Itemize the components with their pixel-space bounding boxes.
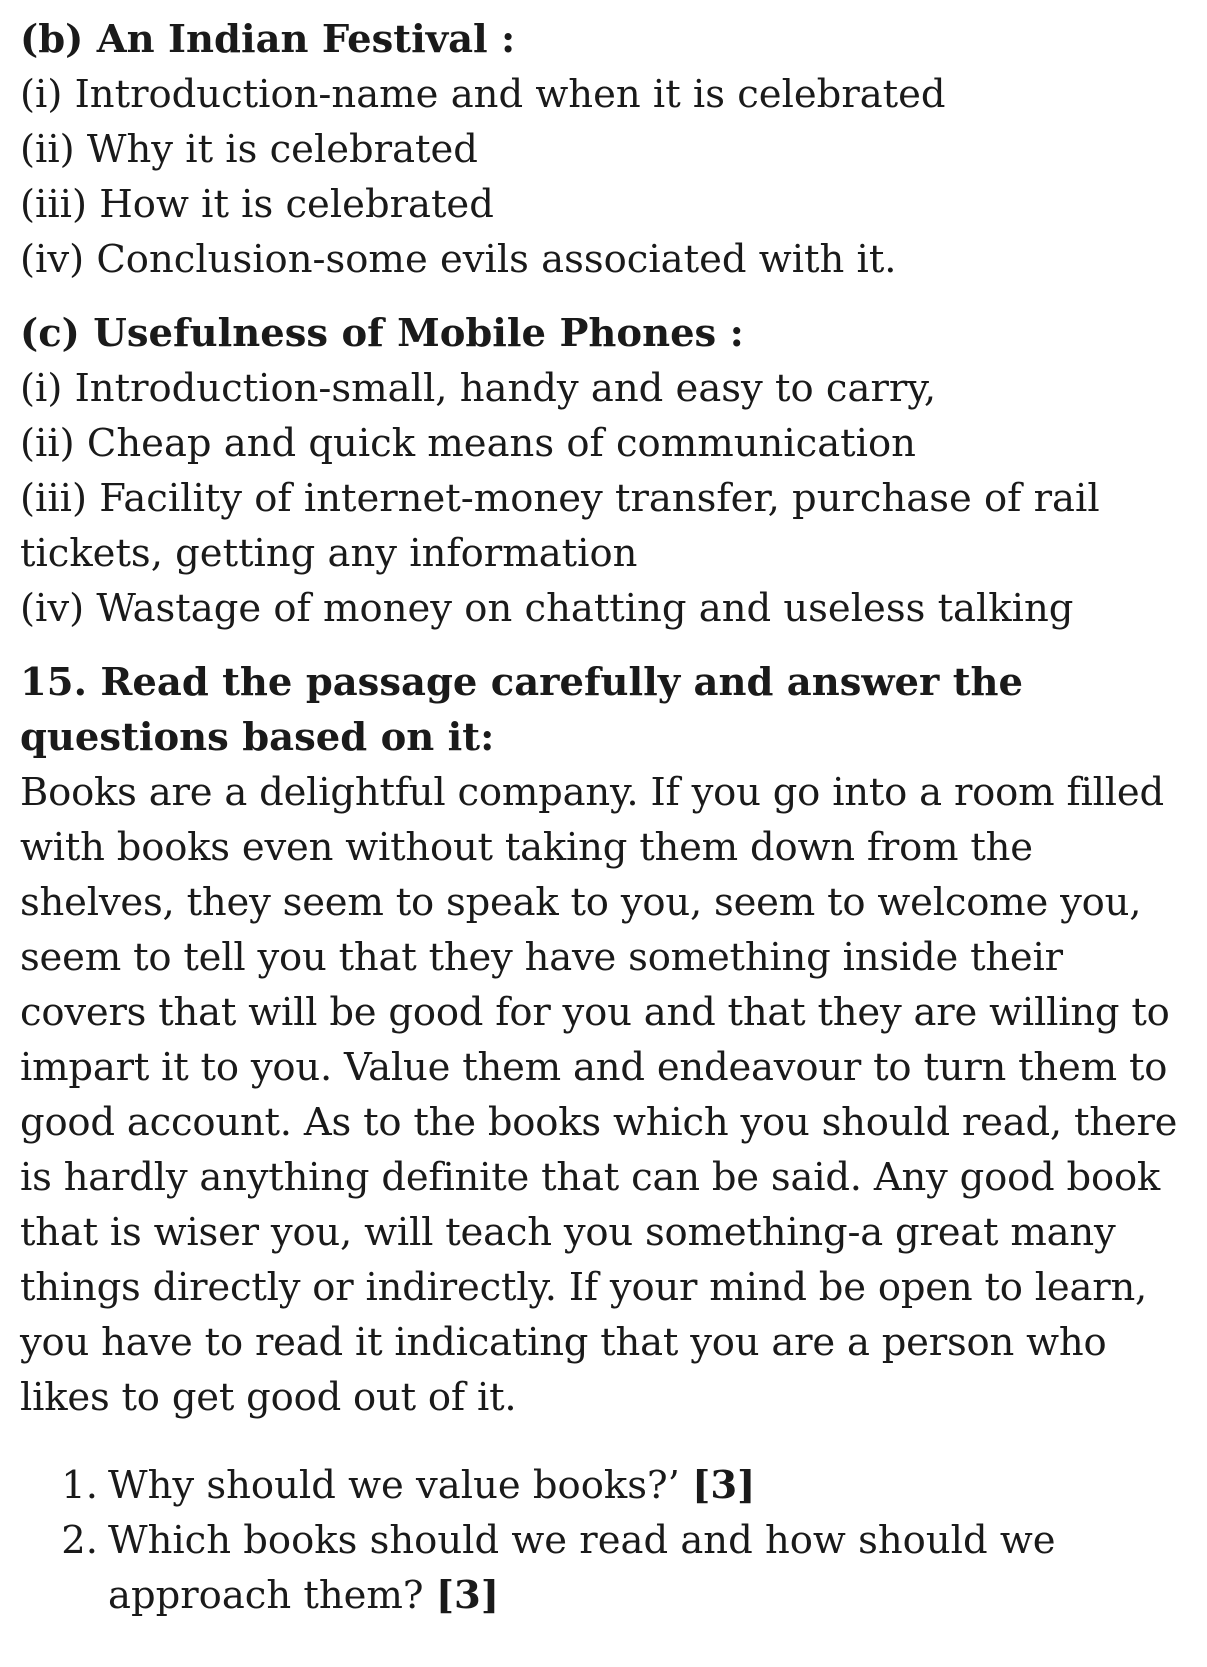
outline-point: (ii) Cheap and quick means of communication [20,421,916,466]
outline-point: (ii) Why it is celebrated [20,127,478,172]
question-number: 2. [61,1518,98,1563]
section-indian-festival [20,12,1183,287]
outline-point: (iii) Facility of internet-money transfer, purchase of rail tickets, getting any information [20,476,1100,576]
question-text: Why should we value books?’ [108,1463,693,1508]
outline-point: (iii) How it is celebrated [20,182,494,227]
question-heading: 15. Read the passage carefully and answer the questions based on it: [20,660,1024,760]
reading-passage: Books are a delightful company. If you go into a room filled with books even without taking them down from the shelves, they seem to speak to you, seem to welcome you, seem to tell you that they have something inside their covers that will be good for you and that they are willing to impart it to you. Value them and endeavour to turn them to good account. As to the books which you should read, there is hardly anything definite that can be said. Any good book that is wiser you, will teach you something-a great many things directly or indirectly. If your mind be open to learn, you have to read it indicating that you are a person who likes to get good out of it. [20,770,1178,1420]
section-heading: (b) An Indian Festival : [20,17,516,62]
question-text: Which books should we read and how should we approach them? [108,1518,1056,1618]
marks-badge: [3] [692,1463,756,1508]
outline-point: (iv) Wastage of money on chatting and useless talking [20,586,1074,631]
question-list [20,1458,1183,1623]
list-item [20,1513,1183,1623]
outline-point: (iv) Conclusion-some evils associated with it. [20,237,897,282]
section-mobile-phones [20,306,1183,636]
outline-point: (i) Introduction-name and when it is celebrated [20,72,946,117]
list-item [20,1458,1183,1513]
section-heading: (c) Usefulness of Mobile Phones : [20,311,744,356]
marks-badge: [3] [435,1573,500,1618]
question-number: 1. [61,1463,98,1508]
question-15 [20,655,1183,1425]
outline-point: (i) Introduction-small, handy and easy to carry, [20,366,937,411]
